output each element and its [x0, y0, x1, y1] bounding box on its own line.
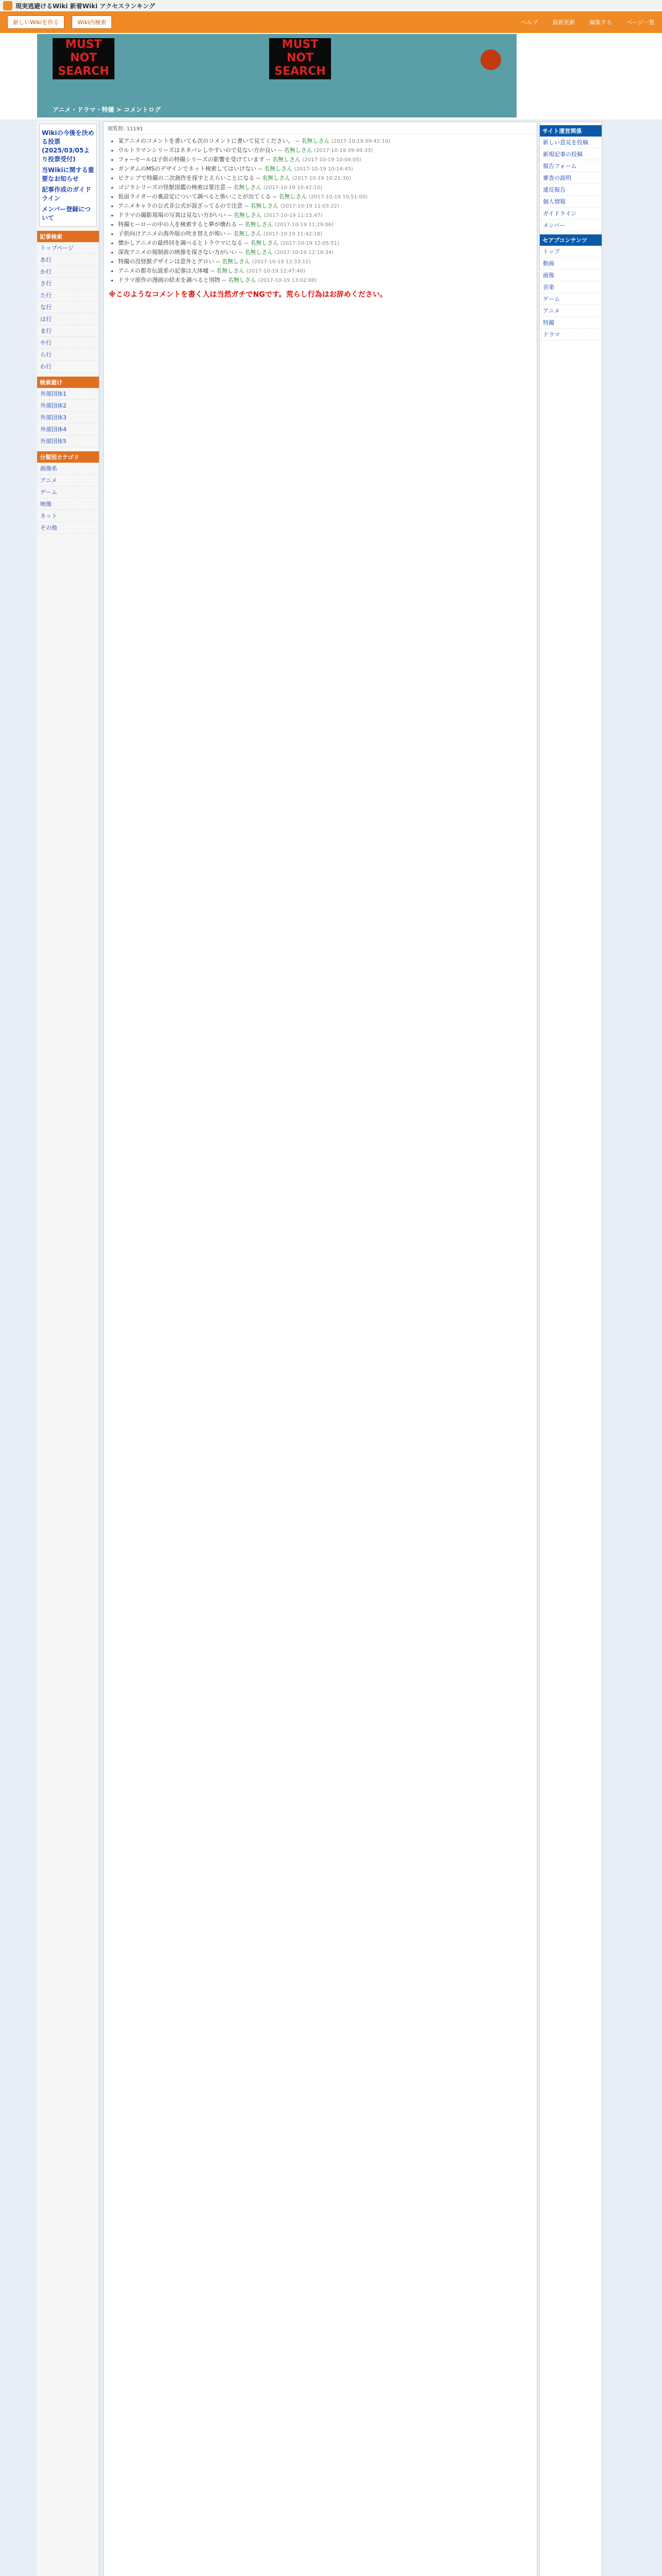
comment-text: ドラマ原作の漫画の結末を調べると別物 -- [118, 277, 228, 283]
comment-date: (2017-10-19 11:03:22) [280, 204, 339, 209]
comment-item [118, 202, 537, 210]
comment-item [118, 212, 537, 219]
sidebar-link[interactable]: 個人情報 [540, 196, 602, 208]
comment-text: ウルトラマンシリーズはネタバレしやすいので見ない方が良い -- [118, 147, 284, 154]
comment-item [118, 221, 537, 229]
right-sidebar [539, 122, 602, 2576]
nav-help[interactable]: ヘルプ [521, 19, 538, 26]
comment-date: (2017-10-19 10:14:45) [294, 166, 353, 172]
comment-list [113, 138, 537, 284]
comment-date: (2017-10-19 12:19:34) [274, 250, 334, 256]
sidebar-link[interactable]: その他 [37, 522, 99, 534]
sidebar-link[interactable]: 違反報告 [540, 184, 602, 196]
comment-date: (2017-10-19 12:05:51) [280, 241, 339, 246]
sidebar-link[interactable]: メンバー [540, 219, 602, 231]
comment-author: 名無しさん [262, 175, 292, 181]
sidebar-link[interactable]: 特撮 [540, 317, 602, 329]
comment-author: 名無しさん [250, 202, 280, 209]
sidebar-heading: 記事検索 [37, 231, 99, 242]
banner-title-right: MUST NOT SEARCH [269, 38, 331, 79]
breadcrumb: アニメ・ドラマ・特撮 > コメントログ [53, 106, 161, 113]
comment-author: 名無しさん [233, 212, 264, 218]
left-sections [37, 231, 99, 534]
comment-text: 特撮の没怪獣デザインは意外とグロい -- [118, 258, 222, 265]
sidebar-link[interactable]: わ行 [37, 361, 99, 372]
nav-page-list[interactable]: ページ一覧 [626, 19, 655, 26]
comment-author: 名無しさん [278, 193, 309, 200]
site-logo [3, 1, 12, 10]
sidebar-link[interactable]: 外部団体2 [37, 400, 99, 412]
comment-text: ドラマの撮影現場の写真は見ない方がいい -- [118, 212, 234, 218]
comment-item [118, 156, 537, 164]
comment-text: ピクシブで特撮の二次創作を探すとえらいことになる -- [118, 175, 262, 181]
comment-text: 懐かしアニメの最終回を調べるとトラウマになる -- [118, 240, 251, 246]
sidebar-heading: 分類別カテゴリ [37, 451, 99, 463]
sidebar-heading: サイト運営関係 [540, 125, 602, 137]
banner-area [0, 33, 662, 120]
nav-edit[interactable]: 編集する [589, 19, 613, 26]
nav-recent[interactable]: 最新更新 [552, 19, 575, 26]
sidebar-link[interactable]: 報告フォーム [540, 160, 602, 172]
warning-notice: ※このようなコメントを書く人は当然ガチでNGです。荒らし行為はお辞めください。 [109, 291, 387, 299]
sidebar-link[interactable]: 映像 [37, 498, 99, 510]
comment-date: (2017-10-19 10:51:00) [308, 194, 368, 200]
sidebar-heading: 検索避け [37, 377, 99, 388]
sidebar-link[interactable]: か行 [37, 266, 99, 278]
comment-item [118, 249, 537, 257]
sidebar-link[interactable]: アニメ [37, 474, 99, 486]
comment-item [118, 138, 537, 145]
sidebar-link[interactable]: ドラマ [540, 329, 602, 341]
sidebar-link[interactable]: 新しい意見を投稿 [540, 137, 602, 148]
sidebar-link[interactable]: 動画 [540, 258, 602, 269]
sidebar-link[interactable]: トップ [540, 246, 602, 258]
comment-date: (2017-10-19 09:42:10) [331, 139, 390, 144]
comment-item [118, 230, 537, 238]
wiki-search-button[interactable]: Wiki内検索 [72, 15, 112, 29]
sidebar-heading: セアプコンテンツ [540, 234, 602, 246]
global-nav [0, 11, 662, 33]
comment-author: 名無しさん [244, 221, 275, 228]
sidebar-link[interactable]: あ行 [37, 254, 99, 266]
sidebar-link[interactable]: な行 [37, 301, 99, 313]
sidebar-link[interactable]: 外部団体4 [37, 423, 99, 435]
sidebar-link[interactable]: ネット [37, 510, 99, 522]
comment-author: 名無しさん [233, 230, 263, 237]
sidebar-link[interactable]: トップページ [37, 242, 99, 254]
top-bar [0, 0, 662, 12]
comment-date: (2017-10-19 10:21:30) [292, 176, 351, 181]
comment-text: ゴジラシリーズの怪獣図鑑の検索は要注意 -- [118, 184, 234, 191]
member-link[interactable]: メンバー登録について [42, 206, 91, 222]
sidebar-link[interactable]: アニメ [540, 305, 602, 317]
comment-item [118, 175, 537, 182]
comment-item [118, 258, 537, 266]
comment-text: 子供向けアニメの海外版の吹き替えが怖い -- [118, 230, 234, 237]
banner-title-left: MUST NOT SEARCH [53, 38, 114, 79]
sidebar-link[interactable]: 新規記事の投稿 [540, 148, 602, 160]
comment-text: 仮面ライダーの裏設定について調べると怖いことが出てくる -- [118, 193, 279, 200]
comment-date: (2017-10-19 11:29:06) [275, 222, 334, 228]
sidebar-link[interactable]: 審査の説明 [540, 172, 602, 184]
comment-text: アニメの都市伝説系の記事は大体嘘 -- [118, 267, 217, 274]
comment-item [118, 184, 537, 192]
comment-date: (2017-10-19 12:47:40) [246, 268, 305, 274]
sidebar-link[interactable]: ら行 [37, 349, 99, 361]
comment-item [118, 147, 537, 155]
left-sidebar [37, 122, 100, 2576]
sidebar-link[interactable]: ゲーム [540, 293, 602, 305]
sidebar-link[interactable]: 画像系 [37, 463, 99, 474]
site-name[interactable]: 現実逃避けるWiki 新着Wiki アクセスランキング [15, 2, 155, 10]
sidebar-link[interactable]: 外部団体5 [37, 435, 99, 447]
comment-author: 名無しさん [272, 156, 303, 163]
comment-text: 深夜アニメの規制前の映像を探さない方がいい -- [118, 249, 245, 256]
sidebar-link[interactable]: ガイドライン [540, 208, 602, 219]
comment-date: (2017-10-19 10:04:05) [302, 157, 361, 163]
comment-author: 名無しさん [227, 277, 258, 283]
comment-author: 名無しさん [301, 138, 332, 144]
sidebar-link[interactable]: た行 [37, 290, 99, 301]
comment-text: 特撮ヒーローの中の人を検索すると夢が壊れる -- [118, 221, 245, 228]
comment-item [118, 165, 537, 173]
sidebar-link[interactable]: 画像 [540, 269, 602, 281]
comment-author: 名無しさん [284, 147, 315, 154]
sidebar-link[interactable]: ゲーム [37, 486, 99, 498]
site-banner[interactable] [37, 34, 517, 117]
comment-date: (2017-10-19 12:33:12) [252, 259, 311, 265]
sidebar-link[interactable]: や行 [37, 337, 99, 349]
comment-text: アニメキャラの公式非公式が混ざってるので注意 -- [118, 202, 251, 209]
comment-author: 名無しさん [244, 249, 275, 256]
comment-author: 名無しさん [216, 267, 246, 274]
guideline-link[interactable]: 記事作成のガイドライン [42, 186, 91, 202]
sidebar-link[interactable]: さ行 [37, 278, 99, 290]
comment-item [118, 240, 537, 247]
comment-text: ガンダムのMSのデザインでネット検索してはいけない -- [118, 165, 264, 172]
comment-text: フォーセールは子供の特撮シリーズの影響を受けています -- [118, 156, 272, 163]
right-sections [540, 125, 602, 341]
crab-icon [481, 49, 501, 70]
comment-text: 某アニメのコメントを書いても次のコメントに書いて見てください。 -- [118, 138, 302, 144]
sidebar-link[interactable]: 音楽 [540, 281, 602, 293]
comment-date: (2017-10-19 11:15:47) [263, 213, 323, 218]
comment-date: (2017-10-19 10:42:10) [263, 185, 322, 191]
highlight-box [39, 124, 97, 227]
sidebar-link[interactable]: は行 [37, 313, 99, 325]
comment-author: 名無しさん [264, 165, 294, 172]
sidebar-link[interactable]: 外部団体3 [37, 412, 99, 423]
comment-author: 名無しさん [222, 258, 252, 265]
comment-author: 名無しさん [250, 240, 280, 246]
comment-item [118, 267, 537, 275]
sidebar-link[interactable]: ま行 [37, 325, 99, 337]
new-wiki-button[interactable]: 新しいWikiを作る [7, 15, 64, 29]
sidebar-link[interactable]: 外部団体1 [37, 388, 99, 400]
notice-link[interactable]: 当Wikiに関する重要なお知らせ [42, 166, 94, 182]
view-count: 閲覧数: 11191 [104, 122, 537, 134]
comment-date: (2017-10-19 11:42:18) [263, 231, 322, 237]
comment-item [118, 277, 537, 284]
comment-date: (2017-10-19 13:02:08) [258, 278, 317, 283]
main-content [103, 122, 537, 2576]
comment-item [118, 193, 537, 201]
vote-link[interactable]: Wikiの今後を決める投票(2025/03/05より投票受付) [42, 129, 94, 163]
comment-date: (2017-10-19 09:49:33) [314, 148, 373, 154]
comment-author: 名無しさん [233, 184, 263, 191]
